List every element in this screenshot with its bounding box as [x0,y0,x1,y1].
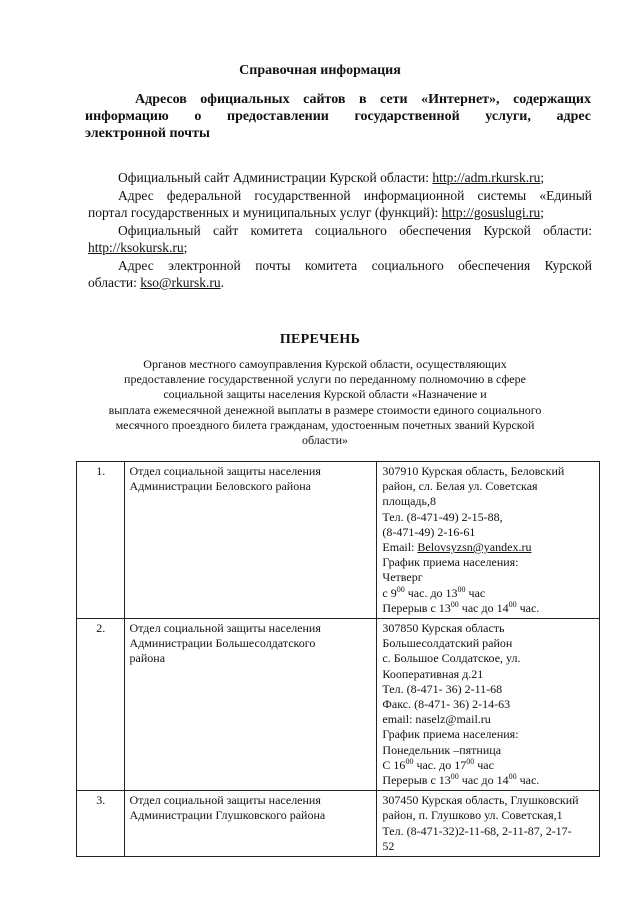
subtitle-line-2: информацию о предоставлении государственной услуги, адрес [85,109,591,124]
address-line: район, сл. Белая ул. Советская [382,479,538,494]
hours-mid: час. до 17 [413,757,467,772]
row-number: 2. [77,619,125,791]
epgu-link[interactable]: http://gosuslugi.ru [441,205,541,220]
break-mid: час до 14 [458,600,509,615]
schedule-days: Четверг [382,570,423,585]
schedule-break [382,601,595,616]
break-mid: час до 14 [458,773,509,788]
row-number: 3. [77,791,125,857]
break-prefix: Перерыв с 13 [382,600,451,615]
office-name-line: района [129,651,166,666]
office-name-line: Администрации Беловского района [129,479,311,494]
subtitle-line-3: электронной почты [85,126,210,141]
perechen-lead [95,357,555,448]
subtitle-line-1: Адресов официальных сайтов в сети «Интернет», содержащих [135,92,591,107]
info-section [88,169,592,292]
office-name-cell [124,462,377,619]
site-admin-link[interactable]: http://adm.rkursk.ru [432,170,541,185]
table-row [77,791,600,857]
hours-prefix: с 9 [382,585,397,600]
hours-to-min: 00 [466,756,475,766]
hours-suffix: час [474,757,494,772]
table-row [77,462,600,619]
site-committee-link[interactable]: http://ksokursk.ru [88,240,184,255]
office-address-cell [377,791,600,857]
email-label: email: [382,712,416,727]
address-line: площадь,8 [382,494,436,509]
epgu-tail: ; [540,205,544,220]
break-prefix: Перерыв с 13 [382,773,451,788]
document-title: Справочная информация [239,63,401,78]
lead-line: месячного проездного билета гражданам, удостоенным почетных званий Курской [115,417,535,432]
address-line: Кооперативная д.21 [382,666,484,681]
email-label: Email: [382,540,418,555]
office-name-line: Отдел социальной защиты населения [129,793,321,808]
office-address-cell [377,619,600,791]
site-committee-tail: ; [183,240,188,255]
office-email-link[interactable]: naselz@mail.ru [415,712,491,727]
lead-line: выплата ежемесячной денежной выплаты в размере стоимости единого социального [108,402,542,417]
email-committee-tail: . [220,275,224,290]
email-line [382,540,595,555]
address-line: 52 [382,838,395,853]
document-subtitle [85,91,591,142]
hours-from-min: 00 [405,756,414,766]
hours-to-min: 00 [457,584,466,594]
schedule-days: Понедельник –пятница [382,742,502,757]
epgu-line-1: Адрес федеральной государственной информационной системы «Единый [118,187,592,203]
email-committee-link[interactable]: kso@rkursk.ru [140,275,221,290]
schedule-hours [382,586,595,601]
office-name-cell [124,619,377,791]
address-line: 307910 Курская область, Беловский [382,464,565,478]
hours-from-min: 00 [396,584,405,594]
site-admin-line [88,169,592,187]
email-committee-line-2 [88,274,592,292]
site-admin-tail: ; [540,170,545,185]
site-committee-line-1: Официальный сайт комитета социального обеспечения Курской области: [118,222,592,238]
email-line [382,712,595,727]
epgu-line-2 [88,204,592,222]
address-line: (8-471-49) 2-16-61 [382,524,476,539]
schedule-label: График приема населения: [382,727,519,742]
address-line: Тел. (8-471- 36) 2-11-68 [382,681,503,696]
email-committee-text: области: [88,275,141,290]
office-name-cell [124,791,377,857]
lead-line: предоставление государственной услуги по переданному полномочию в сфере [124,372,526,387]
site-committee-line-2 [88,239,592,257]
hours-prefix: С 16 [382,757,406,772]
schedule-label: График приема населения: [382,555,519,570]
address-line: Факс. (8-471- 36) 2-14-63 [382,697,511,712]
address-line: 307450 Курская область, Глушковский [382,793,579,808]
office-email-link[interactable]: Belovsyzsn@yandex.ru [417,540,532,555]
address-line: с. Большое Солдатское, ул. [382,651,521,666]
office-name-line: Администрации Большесолдатского [129,636,316,651]
offices-table [76,461,600,857]
schedule-hours [382,758,595,773]
address-line: район, п. Глушково ул. Советская,1 [382,808,563,823]
break-suffix: час. [516,600,540,615]
table-row [77,619,600,791]
address-line: Тел. (8-471-49) 2-15-88, [382,509,503,524]
lead-line: области» [301,433,349,448]
break-from-min: 00 [450,772,459,782]
office-name-line: Администрации Глушковского района [129,808,326,823]
break-to-min: 00 [508,772,517,782]
break-from-min: 00 [450,599,459,609]
hours-suffix: час [465,585,486,600]
schedule-break [382,773,595,788]
lead-line: Органов местного самоуправления Курской области, осуществляющих [143,357,507,371]
hours-mid: час. до 13 [404,585,458,600]
break-to-min: 00 [508,599,517,609]
office-name-line: Отдел социальной защиты населения [129,621,321,636]
epgu-text: портал государственных и муниципальных услуг (функций): [88,205,442,220]
perechen-heading: ПЕРЕЧЕНЬ [279,332,361,347]
lead-line: социальной защиты населения Курской области «Назначение и [163,387,487,402]
break-suffix: час. [516,773,540,788]
address-line: Большесолдатский район [382,636,513,651]
office-name-line: Отдел социальной защиты населения [129,464,321,478]
address-line: Тел. (8-471-32)2-11-68, 2-11-87, 2-17- [382,823,572,838]
row-number: 1. [77,462,125,619]
address-line: 307850 Курская область [382,621,505,636]
office-address-cell [377,462,600,619]
site-admin-text: Официальный сайт Администрации Курской области: [118,170,433,185]
email-committee-line-1: Адрес электронной почты комитета социального обеспечения Курской [118,257,592,273]
